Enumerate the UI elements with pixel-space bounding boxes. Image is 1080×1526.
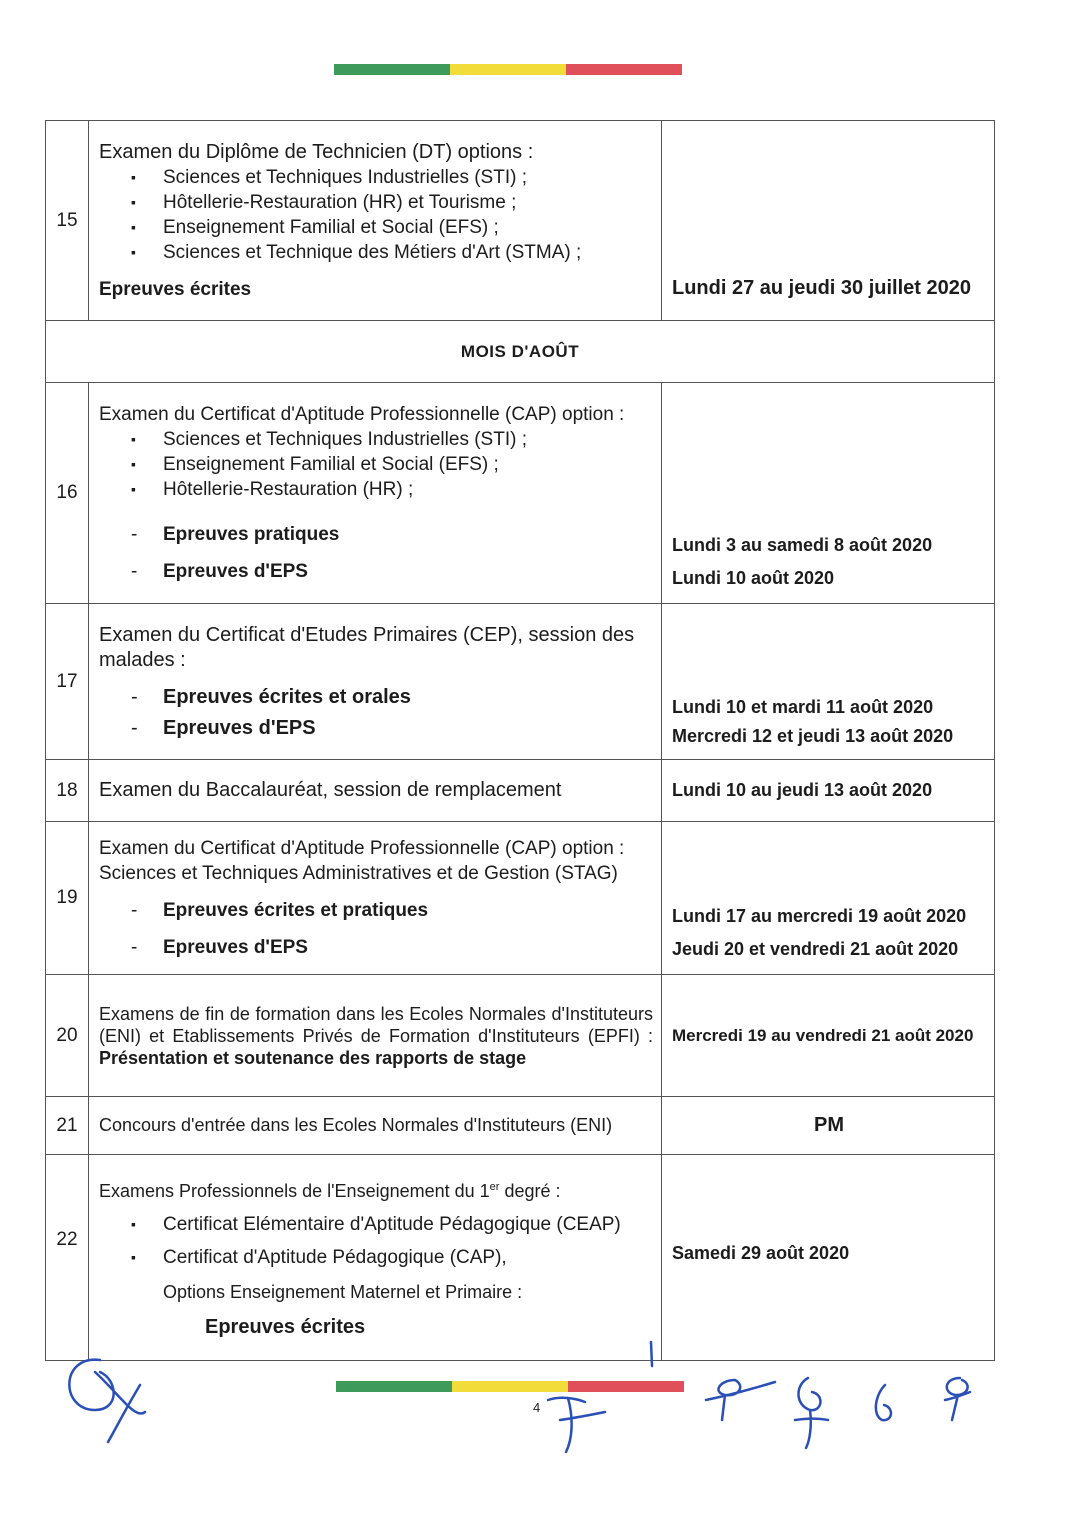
- exam-title-end: degré :: [499, 1181, 561, 1201]
- options-list: [99, 427, 653, 502]
- exam-date-cell: [662, 383, 995, 604]
- table-row: [46, 822, 995, 975]
- list-item: ▪ Sciences et Technique des Métiers d'Art (STMA) ;: [131, 240, 653, 265]
- epreuve-label: Epreuves écrites: [99, 278, 252, 300]
- row-number: 16: [46, 383, 89, 604]
- exam-date: Lundi 10 et mardi 11 août 2020: [672, 697, 934, 717]
- exam-description: [89, 1155, 662, 1361]
- epreuve-label: Epreuves écrites: [205, 1316, 366, 1338]
- options-list: [99, 165, 653, 265]
- list-item: ▪ Hôtellerie-Restauration (HR) et Tourisme ;: [131, 190, 653, 215]
- exam-title: Examen du Baccalauréat, session de remplacement: [89, 760, 662, 822]
- exam-date-cell: [662, 604, 995, 760]
- page-number: 4: [533, 1400, 541, 1415]
- row-number: 18: [46, 760, 89, 822]
- exam-title: Concours d'entrée dans les Ecoles Normales d'Instituteurs (ENI): [89, 1097, 662, 1155]
- flag-stripe-bottom: [336, 1381, 684, 1392]
- exam-title: Examen du Diplôme de Technicien (DT) options :: [99, 140, 534, 163]
- epreuve-label: - Epreuves écrites et orales: [99, 685, 653, 710]
- month-row: [46, 321, 995, 383]
- exam-title-text: Examens Professionnels de l'Enseignement du 1: [99, 1181, 490, 1201]
- exam-description: [89, 121, 662, 321]
- exam-date: Lundi 3 au samedi 8 août 2020: [672, 535, 933, 555]
- options-label: Options Enseignement Maternel et Primaire :: [163, 1282, 523, 1302]
- list-item: ▪ Hôtellerie-Restauration (HR) ;: [131, 477, 653, 502]
- exam-title: Examen du Certificat d'Aptitude Professionnelle (CAP) option :: [99, 404, 625, 425]
- exam-date: Jeudi 20 et vendredi 21 août 2020: [672, 939, 959, 959]
- signature-initials-5: [876, 1385, 891, 1420]
- options-list: [99, 1212, 653, 1270]
- signature-initials-1: [69, 1360, 145, 1442]
- signature-initials-2: [548, 1398, 605, 1452]
- signature-initials-3: [706, 1380, 775, 1420]
- flag-stripe-top: [334, 64, 682, 75]
- table-row: [46, 383, 995, 604]
- list-item: ▪ Certificat Elémentaire d'Aptitude Pédagogique (CEAP): [131, 1212, 653, 1237]
- row-number: 19: [46, 822, 89, 975]
- exam-title: [99, 1175, 653, 1204]
- exam-description: [89, 604, 662, 760]
- month-heading: MOIS D'AOÛT: [46, 321, 995, 383]
- list-item: ▪ Sciences et Techniques Industrielles (STI) ;: [131, 427, 653, 452]
- exam-date: PM: [662, 1097, 995, 1155]
- signature-initials-4: [795, 1378, 828, 1448]
- row-number: 17: [46, 604, 89, 760]
- table-row: [46, 1155, 995, 1361]
- row-number: 21: [46, 1097, 89, 1155]
- epreuve-label: - Epreuves d'EPS: [99, 716, 653, 741]
- exam-detail: Présentation et soutenance des rapports de stage: [99, 1047, 527, 1068]
- row-number: 20: [46, 975, 89, 1097]
- table-row: [46, 604, 995, 760]
- epreuve-label: - Epreuves écrites et pratiques: [99, 898, 653, 923]
- exam-description: [89, 822, 662, 975]
- exam-title: Examen du Certificat d'Etudes Primaires (CEP), session des malades :: [99, 623, 635, 671]
- exam-date-cell: [662, 1155, 995, 1361]
- signature-initials-6: [945, 1378, 970, 1420]
- exam-title: Examen du Certificat d'Aptitude Professionnelle (CAP) option : Sciences et Techniques Administratives et de Gestion (STAG): [99, 838, 625, 884]
- exam-description: [89, 383, 662, 604]
- list-item: ▪ Certificat d'Aptitude Pédagogique (CAP),: [131, 1245, 653, 1270]
- table-row: [46, 760, 995, 822]
- exam-description: [89, 975, 662, 1097]
- table-row: [46, 1097, 995, 1155]
- exam-date: Mercredi 19 au vendredi 21 août 2020: [662, 975, 995, 1097]
- exam-date: Lundi 17 au mercredi 19 août 2020: [672, 906, 967, 926]
- exam-date: Samedi 29 août 2020: [672, 1243, 850, 1263]
- exam-title: Examens de fin de formation dans les Ecoles Normales d'Instituteurs (ENI) et Etablissements Privés de Formation d'Instituteurs (EPFI) :: [99, 1003, 653, 1046]
- table-row: [46, 975, 995, 1097]
- table-row: [46, 121, 995, 321]
- epreuve-label: - Epreuves pratiques: [99, 522, 653, 547]
- schedule-table: [45, 120, 995, 1361]
- list-item: ▪ Enseignement Familial et Social (EFS) ;: [131, 215, 653, 240]
- exam-date: Lundi 10 au jeudi 13 août 2020: [662, 760, 995, 822]
- exam-date: Mercredi 12 et jeudi 13 août 2020: [672, 726, 954, 746]
- exam-title-sup: er: [489, 1181, 500, 1193]
- row-number: 15: [46, 121, 89, 321]
- exam-date: Lundi 10 août 2020: [672, 568, 835, 588]
- exam-date-cell: [662, 822, 995, 975]
- list-item: ▪ Enseignement Familial et Social (EFS) ;: [131, 452, 653, 477]
- exam-date-cell: [662, 121, 995, 321]
- epreuve-label: - Epreuves d'EPS: [99, 559, 653, 584]
- row-number: 22: [46, 1155, 89, 1361]
- exam-date: Lundi 27 au jeudi 30 juillet 2020: [672, 277, 971, 299]
- epreuve-label: - Epreuves d'EPS: [99, 935, 653, 960]
- list-item: ▪ Sciences et Techniques Industrielles (STI) ;: [131, 165, 653, 190]
